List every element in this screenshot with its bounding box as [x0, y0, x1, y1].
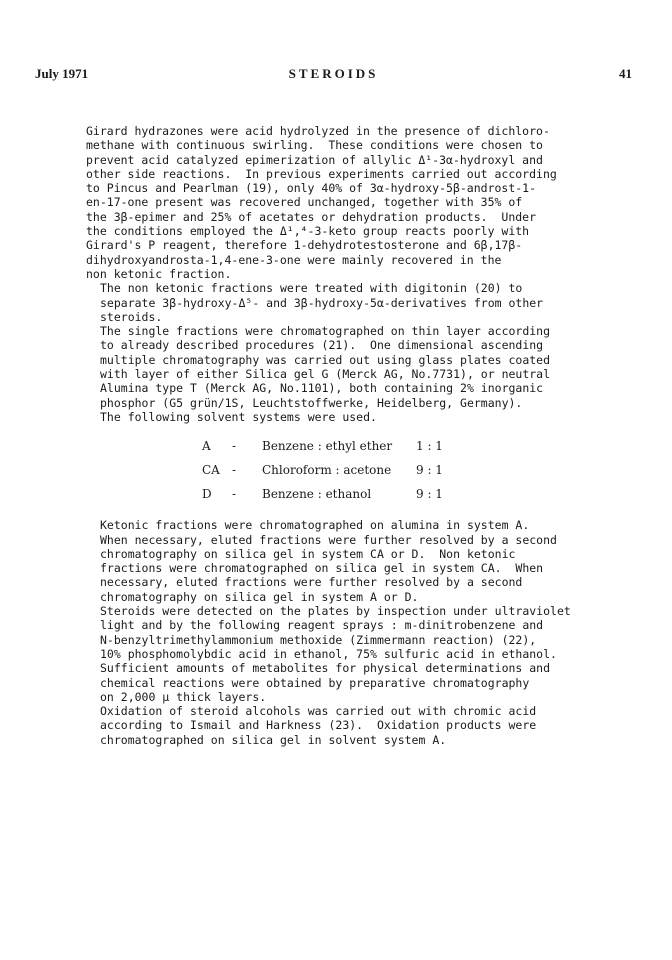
text-line: with layer of either Silica gel G (Merck AG, No.7731), or neutral	[100, 367, 551, 382]
solvent-ratio: 1 : 1	[416, 439, 443, 454]
text-line: Sufficient amounts of metabolites for physical determinations and	[100, 661, 551, 676]
text-line: necessary, eluted fractions were further resolved by a second	[100, 575, 523, 590]
paragraph	[86, 604, 606, 661]
text-line: The non ketonic fractions were treated with digitonin (20) to	[100, 281, 523, 296]
text-line: Alumina type T (Merck AG, No.1101), both containing 2% inorganic	[100, 381, 544, 396]
text-line: to already described procedures (21). One dimensional ascending	[100, 338, 544, 353]
text-line: the conditions employed the Δ¹,⁴-3-keto group reacts poorly with	[86, 224, 530, 239]
solvent-code: D	[202, 487, 212, 502]
solvent-dash: -	[232, 439, 237, 454]
paragraph	[86, 518, 606, 604]
solvent-code: A	[202, 439, 211, 454]
solvent-dash: -	[232, 487, 237, 502]
solvent-dash: -	[232, 463, 237, 478]
running-head	[35, 66, 632, 86]
text-line: en-17-one present was recovered unchanged, together with 35% of	[86, 195, 523, 210]
text-line: according to Ismail and Harkness (23). Oxidation products were	[100, 718, 537, 733]
text-line: The single fractions were chromatographed on thin layer according	[100, 324, 551, 339]
text-line: multiple chromatography was carried out using glass plates coated	[100, 352, 551, 367]
solvent-ratio: 9 : 1	[416, 463, 443, 478]
text-line: fractions were chromatographed on silica gel in system CA. When	[100, 561, 544, 576]
paragraph	[86, 661, 606, 704]
paragraph	[86, 704, 606, 747]
solvent-row	[202, 434, 606, 458]
text-line: phosphor (G5 grün/1S, Leuchtstoffwerke, Heidelberg, Germany).	[100, 395, 523, 410]
paragraph	[86, 281, 606, 324]
text-line: on 2,000 μ thick layers.	[100, 689, 267, 704]
text-line: 10% phosphomolybdic acid in ethanol, 75% sulfuric acid in ethanol.	[100, 646, 557, 661]
text-line: steroids.	[100, 309, 163, 324]
text-line: dihydroxyandrosta-1,4-ene-3-one were mainly recovered in the	[86, 252, 502, 267]
solvent-composition: Chloroform : acetone	[262, 463, 392, 478]
solvent-row	[202, 482, 606, 506]
solvent-systems-table	[202, 434, 606, 506]
text-line: methane with continuous swirling. These conditions were chosen to	[86, 138, 543, 153]
text-line: chemical reactions were obtained by preparative chromatography	[100, 675, 530, 690]
paragraphs-before	[86, 124, 606, 424]
text-line: Girard hydrazones were acid hydrolyzed in the presence of dichloro-	[86, 124, 550, 138]
paragraphs-after	[86, 518, 606, 747]
text-line: other side reactions. In previous experiments carried out according	[86, 166, 557, 181]
solvent-row	[202, 458, 606, 482]
text-line: non ketonic fraction.	[86, 266, 232, 281]
text-line: separate 3β-hydroxy-Δ⁵- and 3β-hydroxy-5α-derivatives from other	[100, 295, 544, 310]
text-line: chromatography on silica gel in system A or D.	[100, 589, 419, 604]
paragraph	[86, 324, 606, 424]
text-line: to Pincus and Pearlman (19), only 40% of 3α-hydroxy-5β-androst-1-	[86, 181, 537, 196]
header-date: July 1971	[35, 66, 89, 81]
text-line: When necessary, eluted fractions were further resolved by a second	[100, 532, 557, 547]
text-line: The following solvent systems were used.	[100, 409, 377, 424]
text-line: chromatography on silica gel in system CA or D. Non ketonic	[100, 546, 516, 561]
body-text	[86, 124, 606, 747]
paragraph	[86, 124, 606, 281]
text-line: N-benzyltrimethylammonium methoxide (Zimmermann reaction) (22),	[100, 632, 537, 647]
text-line: light and by the following reagent sprays : m-dinitrobenzene and	[100, 618, 544, 633]
text-line: Girard's P reagent, therefore 1-dehydrotestosterone and 6β,17β-	[86, 238, 523, 253]
text-line: the 3β-epimer and 25% of acetates or dehydration products. Under	[86, 209, 537, 224]
text-line: prevent acid catalyzed epimerization of allylic Δ¹-3α-hydroxyl and	[86, 152, 543, 167]
solvent-composition: Benzene : ethyl ether	[262, 439, 393, 454]
text-line: Oxidation of steroid alcohols was carried out with chromic acid	[100, 704, 537, 719]
text-line: Steroids were detected on the plates by inspection under ultraviolet	[100, 604, 571, 619]
solvent-code: CA	[202, 463, 220, 478]
page-number: 41	[619, 66, 632, 81]
text-line: chromatographed on silica gel in solvent system A.	[100, 732, 447, 747]
solvent-ratio: 9 : 1	[416, 487, 443, 502]
solvent-composition: Benzene : ethanol	[262, 487, 372, 502]
header-journal: STEROIDS	[288, 66, 379, 81]
text-line: Ketonic fractions were chromatographed on alumina in system A.	[100, 518, 530, 533]
